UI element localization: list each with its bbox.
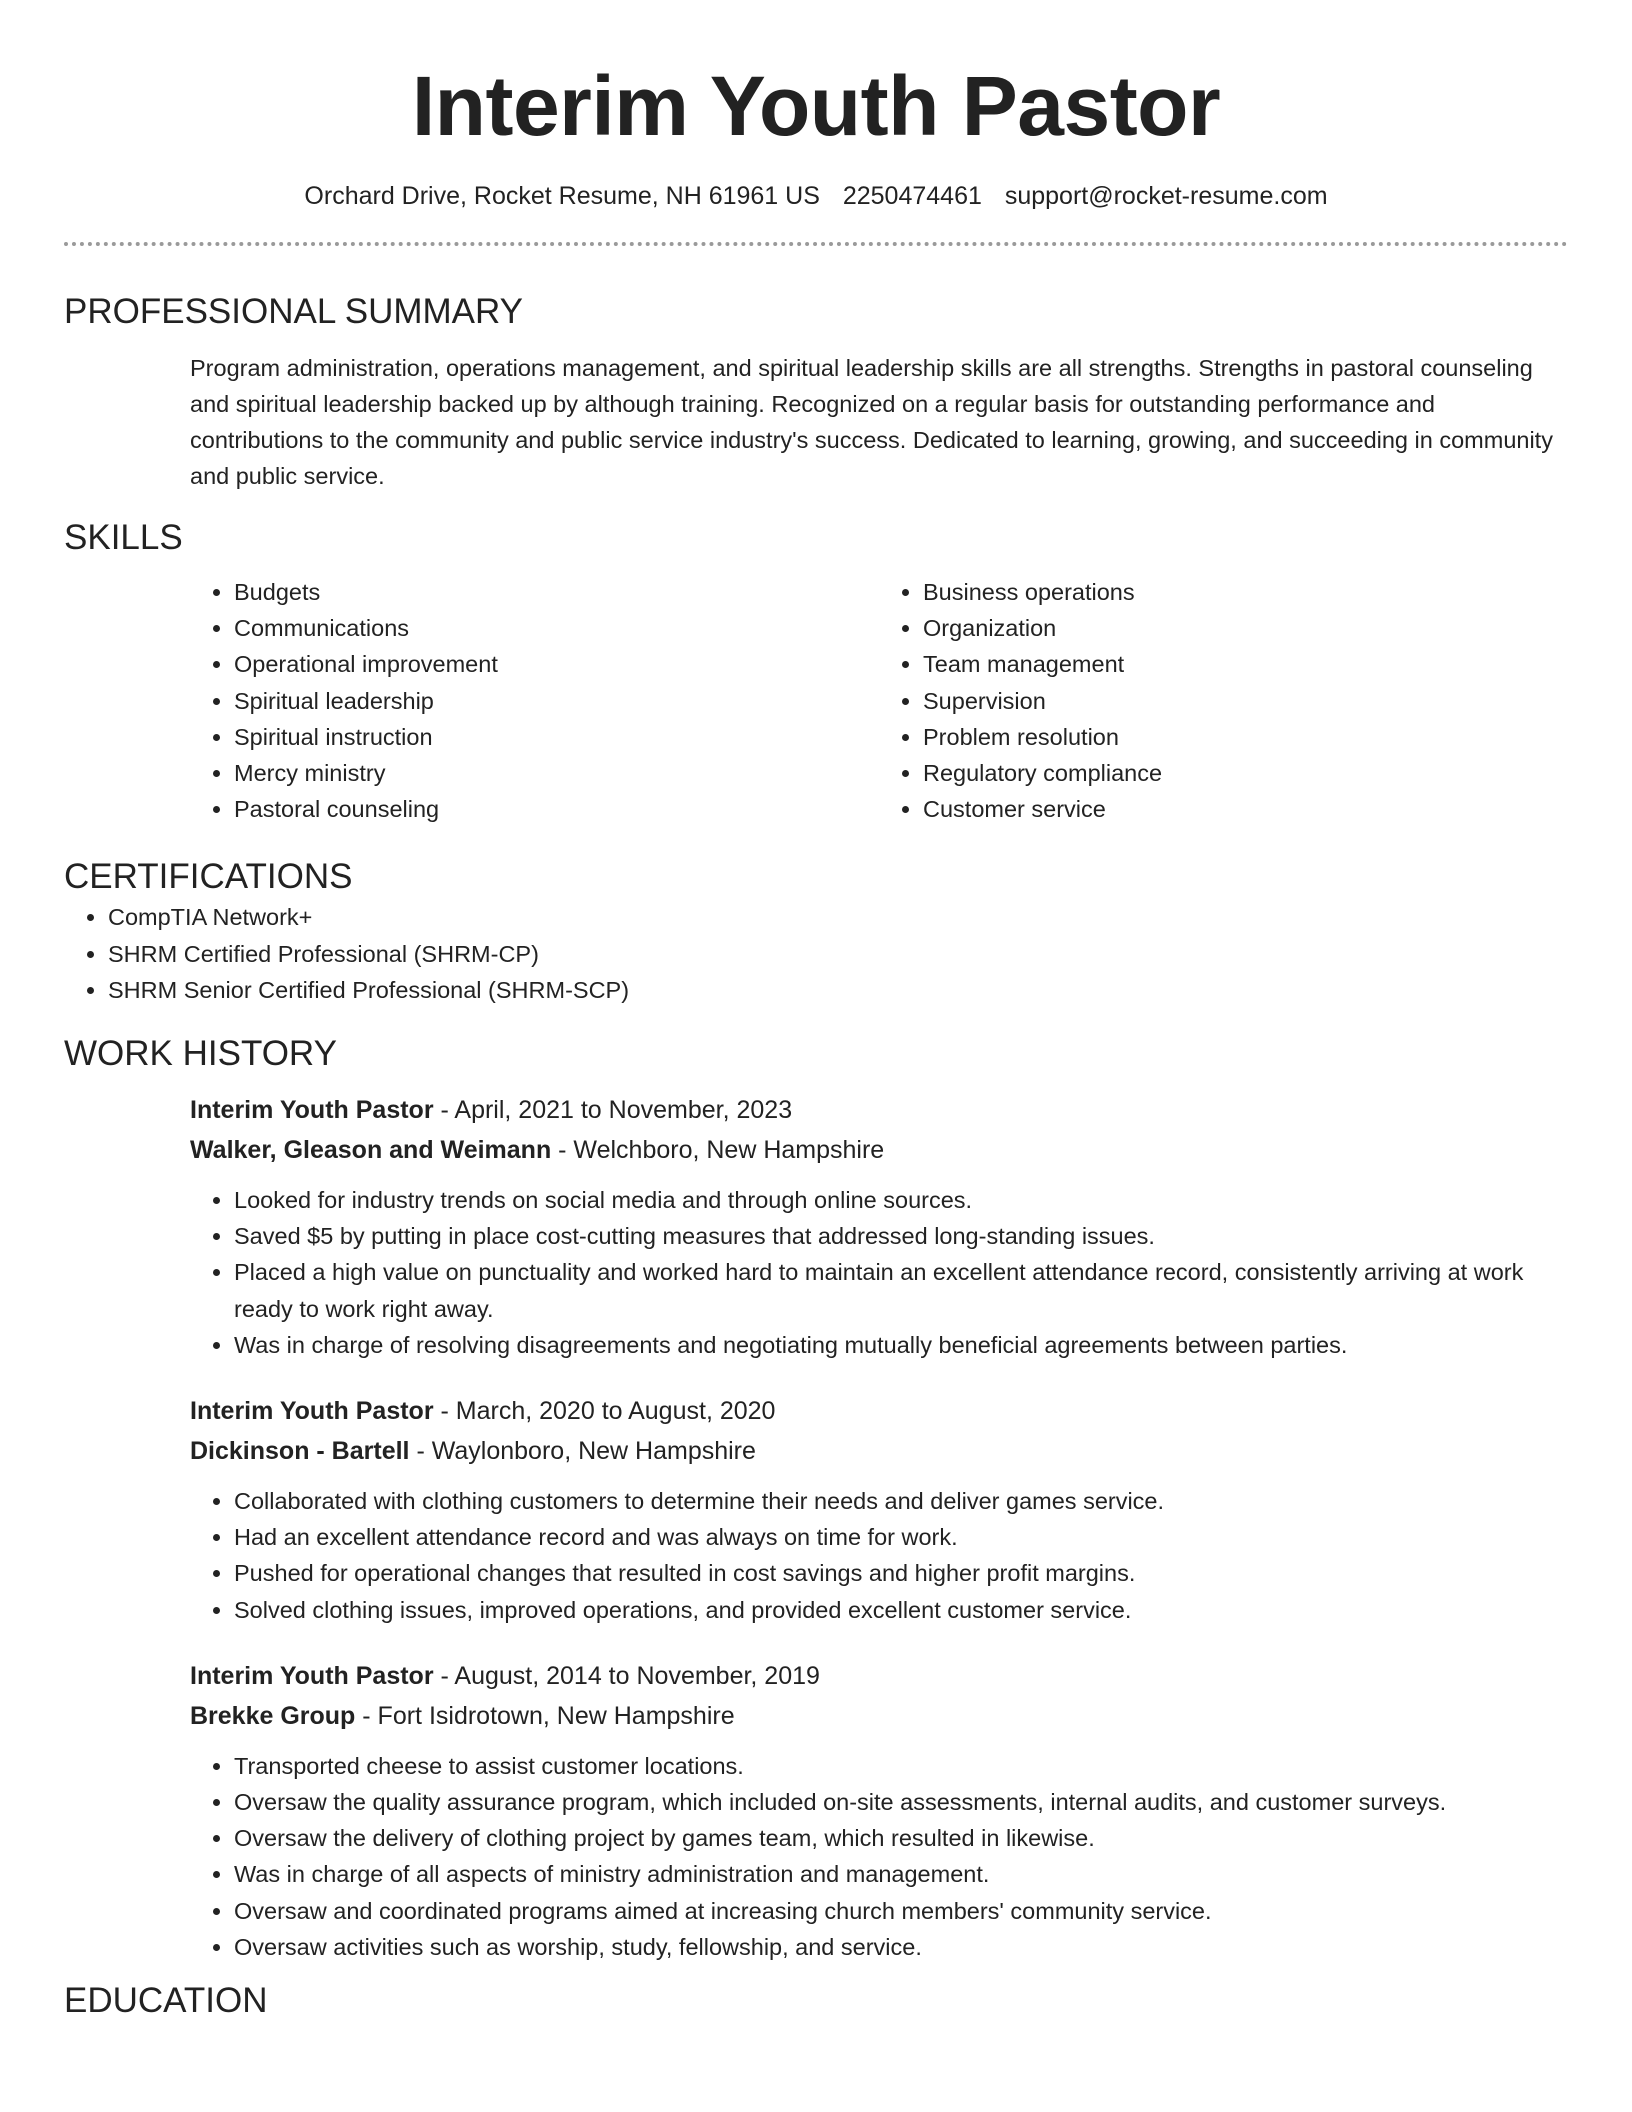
job-dates: - March, 2020 to August, 2020	[433, 1397, 776, 1426]
job-role: Interim Youth Pastor	[190, 1096, 434, 1125]
resume-page	[64, 0, 1568, 2023]
job-duty: • Had an excellent attendance record and was always on time for work.	[234, 1519, 1568, 1555]
job-duty: • Was in charge of all aspects of ministry administration and management.	[234, 1856, 1568, 1892]
contact-address: Orchard Drive, Rocket Resume, NH 61961 US	[304, 182, 820, 210]
job-title-line	[190, 1391, 1568, 1431]
job-company: Dickinson - Bartell	[190, 1437, 410, 1466]
job-entry	[190, 1391, 1568, 1628]
job-company-line	[190, 1130, 1568, 1170]
resume-name: Interim Youth Pastor	[411, 59, 1221, 153]
job-duties-list	[190, 1182, 1568, 1363]
job-duties-list	[190, 1483, 1568, 1628]
job-duty: • Oversaw the quality assurance program, which included on-site assessments, internal audits, and customer surveys.	[234, 1784, 1568, 1820]
job-location: - Waylonboro, New Hampshire	[409, 1437, 756, 1466]
job-company: Brekke Group	[190, 1701, 356, 1730]
header-divider	[64, 242, 1568, 246]
job-dates: - August, 2014 to November, 2019	[433, 1661, 820, 1690]
skills-columns	[190, 574, 1568, 827]
job-title-line	[190, 1656, 1568, 1696]
job-duty: • Collaborated with clothing customers to determine their needs and deliver games service.	[234, 1483, 1568, 1519]
job-duty: • Solved clothing issues, improved operations, and provided excellent customer service.	[234, 1592, 1568, 1628]
job-company-line	[190, 1696, 1568, 1736]
job-entry	[190, 1090, 1568, 1363]
skills-heading: SKILLS	[64, 518, 183, 557]
certification-item: • SHRM Senior Certified Professional (SHRM-SCP)	[108, 972, 1568, 1008]
job-company-line	[190, 1431, 1568, 1471]
skill-item: • Supervision	[923, 683, 1568, 719]
skill-item: • Spiritual instruction	[234, 719, 879, 755]
job-duty: • Oversaw the delivery of clothing project by games team, which resulted in likewise.	[234, 1820, 1568, 1856]
skill-item: • Regulatory compliance	[923, 755, 1568, 791]
job-role: Interim Youth Pastor	[190, 1661, 434, 1690]
job-duty: • Looked for industry trends on social media and through online sources.	[234, 1182, 1568, 1218]
job-duty: • Was in charge of resolving disagreements and negotiating mutually beneficial agreements between parties.	[234, 1327, 1568, 1363]
contact-line	[64, 180, 1568, 212]
job-company: Walker, Gleason and Weimann	[190, 1136, 552, 1165]
skills-list-left	[190, 574, 879, 827]
job-duty: • Transported cheese to assist customer locations.	[234, 1748, 1568, 1784]
job-role: Interim Youth Pastor	[190, 1397, 434, 1426]
job-location: - Welchboro, New Hampshire	[551, 1136, 885, 1165]
job-duty: • Oversaw and coordinated programs aimed at increasing church members' community service.	[234, 1893, 1568, 1929]
job-dates: - April, 2021 to November, 2023	[433, 1096, 793, 1125]
skill-item: • Organization	[923, 610, 1568, 646]
skill-item: • Communications	[234, 610, 879, 646]
summary-text: Program administration, operations management, and spiritual leadership skills are all strengths. Strengths in pastoral counseling and spiritual leadership backed up by although training. Recognized on a regular basis for outstanding performance and contributions to the community and public service industry's success. Dedicated to learning, growing, and succeeding in community and public service.	[190, 355, 1553, 489]
job-entry	[190, 1656, 1568, 1965]
contact-phone: 2250474461	[842, 182, 982, 210]
skill-item: • Operational improvement	[234, 646, 879, 682]
job-duty: • Oversaw activities such as worship, study, fellowship, and service.	[234, 1929, 1568, 1965]
skill-item: • Spiritual leadership	[234, 683, 879, 719]
certification-item: • CompTIA Network+	[108, 899, 1568, 935]
certifications-list	[64, 899, 1568, 1008]
certification-item: • SHRM Certified Professional (SHRM-CP)	[108, 936, 1568, 972]
education-heading: EDUCATION	[64, 1981, 268, 2021]
work-history-heading: WORK HISTORY	[64, 1034, 337, 1074]
skill-item: • Problem resolution	[923, 719, 1568, 755]
job-duty: • Pushed for operational changes that resulted in cost savings and higher profit margins.	[234, 1555, 1568, 1591]
certifications-heading: CERTIFICATIONS	[64, 857, 353, 897]
skill-item: • Team management	[923, 646, 1568, 682]
summary-heading: PROFESSIONAL SUMMARY	[64, 292, 523, 331]
contact-email: support@rocket-resume.com	[1004, 182, 1328, 210]
skill-item: • Business operations	[923, 574, 1568, 610]
job-duties-list	[190, 1748, 1568, 1965]
skill-item: • Mercy ministry	[234, 755, 879, 791]
job-location: - Fort Isidrotown, New Hampshire	[355, 1701, 735, 1730]
job-duty: • Saved $5 by putting in place cost-cutting measures that addressed long-standing issues.	[234, 1218, 1568, 1254]
skill-item: • Budgets	[234, 574, 879, 610]
job-duty: • Placed a high value on punctuality and worked hard to maintain an excellent attendance record, consistently arriving at work ready to work right away.	[234, 1254, 1568, 1326]
skill-item: • Customer service	[923, 791, 1568, 827]
skill-item: • Pastoral counseling	[234, 791, 879, 827]
job-title-line	[190, 1090, 1568, 1130]
skills-list-right	[879, 574, 1568, 827]
